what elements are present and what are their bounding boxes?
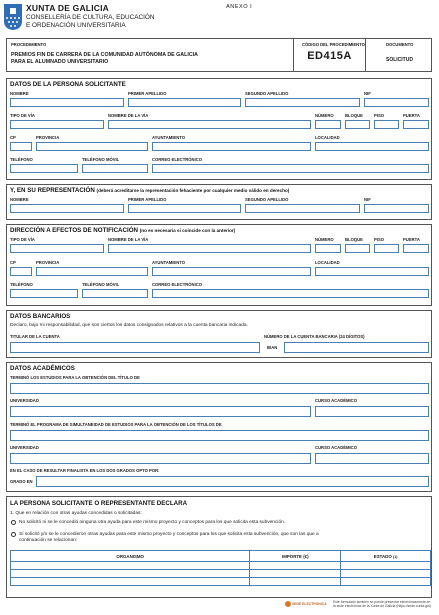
nombre-field[interactable] (10, 98, 124, 107)
label-provincia: PROVINCIA (36, 135, 60, 140)
label-localidad: LOCALIDAD (315, 135, 340, 140)
code-label: CÓDIGO DEL PROCEDIMIENTO (302, 42, 365, 47)
label-iban: IBAN (267, 345, 278, 350)
label-not-bloque: BLOQUE (345, 237, 363, 242)
curso2-field[interactable] (315, 453, 429, 464)
label-numero-cuenta: NÚMERO DE LA CUENTA BANCARIA (24 DÍGITOS) (264, 334, 365, 339)
section-title-notificacion: DIRECCIÓN A EFECTOS DE NOTIFICACIÓN (no es necesaria si coincide con la anterior) (10, 227, 236, 234)
importe-cell[interactable] (250, 578, 341, 586)
col-organismo: ORGANISMO (11, 551, 250, 562)
org-name: XUNTA DE GALICIA (26, 3, 110, 13)
table-row[interactable] (11, 578, 431, 586)
curso-field[interactable] (315, 406, 429, 417)
col-importe: IMPORTE (€) (250, 551, 341, 562)
label-ayuntamiento: AYUNTAMIENTO (152, 135, 185, 140)
label-curso: CURSO ACADÉMICO (315, 398, 357, 403)
estado-cell[interactable] (341, 562, 431, 570)
label-not-localidad: LOCALIDAD (315, 260, 340, 265)
grado-field[interactable] (36, 476, 429, 487)
label-nombre: NOMBRE (10, 91, 29, 96)
label-not-numero: NÚMERO (315, 237, 334, 242)
label-not-nombre-via: NOMBRE DE LA VÍA (108, 237, 149, 242)
sede-icon (285, 601, 291, 607)
label-numero: NÚMERO (315, 113, 334, 118)
piso-field[interactable] (374, 120, 399, 129)
segundo-apellido-field[interactable] (245, 98, 360, 107)
label-termino-titulo: TERMINÓ LOS ESTUDIOS PARA LA OBTENCIÓN DEL TÍTULO DE (10, 375, 140, 380)
not-cp-field[interactable] (10, 267, 32, 276)
label-universidad: UNIVERSIDAD (10, 398, 39, 403)
procedure-name: PREMIOS FIN DE CARRERA DE LA COMUNIDAD AUTÓNOMA DE GALICIA PARA EL ALUMNADO UNIVERSITARIO (11, 52, 198, 65)
rep-primer-apellido-field[interactable] (128, 204, 241, 213)
bank-declaration: Declaro, bajo mi responsabilidad, que son ciertos los datos consignados relativos a la cuenta bancaria indicada. (10, 323, 248, 328)
not-localidad-field[interactable] (315, 267, 429, 276)
not-puerta-field[interactable] (403, 244, 429, 253)
label-telefono: TELÉFONO (10, 157, 33, 162)
label-titular: TITULAR DE LA CUENTA (10, 334, 60, 339)
label-not-provincia: PROVINCIA (36, 260, 60, 265)
bloque-field[interactable] (345, 120, 370, 129)
universidad2-field[interactable] (10, 453, 311, 464)
label-finalista: EN EL CASO DE RESULTAR FINALISTA EN LOS DOS GRADOS OPTO POR: (10, 468, 160, 473)
section-title-declara: LA PERSONA SOLICITANTE O REPRESENTANTE DECLARA (10, 500, 188, 507)
department-name: CONSELLERÍA DE CULTURA, EDUCACIÓN E ORDENACIÓN UNIVERSITARIA (26, 14, 155, 29)
radio-no-solicito[interactable] (11, 520, 16, 525)
label-not-puerta: PUERTA (403, 237, 420, 242)
movil-field[interactable] (82, 164, 148, 173)
label-not-tipo-via: TIPO DE VÍA (10, 237, 35, 242)
primer-apellido-field[interactable] (128, 98, 241, 107)
label-not-movil: TELÉFONO MÓVIL (82, 282, 120, 287)
estado-cell[interactable] (341, 578, 431, 586)
nombre-via-field[interactable] (108, 120, 311, 129)
section-title-representante: Y, EN SU REPRESENTACIÓN (deberá acreditarse la representación fehaciente por cualquier medio válido en derecho) (10, 187, 290, 194)
ayuntamiento-field[interactable] (152, 142, 311, 151)
label-rep-nif: NIF (364, 197, 371, 202)
option-si-solicito: Sí solicitó y/o se le concedieron otras ayudas para este mismo proyecto y conceptos para los que solicita esta subvención, que son las que a continuación se relacionan: (19, 532, 319, 543)
not-movil-field[interactable] (82, 289, 148, 298)
cp-field[interactable] (10, 142, 32, 151)
titulo-field[interactable] (10, 383, 429, 394)
procedure-code: ED415A (307, 50, 352, 62)
label-rep-segundo-apellido: SEGUNDO APELLIDO (245, 197, 289, 202)
procedure-label: PROCEDIMIENTO (11, 42, 47, 47)
iban-field[interactable] (284, 342, 429, 353)
footer-note: Este formulario también se puede presentar electrónicamente en la sede electrónica de la Xunta de Galicia (https://sede.xunta.gal) (333, 600, 431, 609)
importe-cell[interactable] (250, 562, 341, 570)
option-no-solicito: No solicitó ni se le concedió ninguna otra ayuda para este mismo proyecto y conceptos para los que solicita esta subvención. (19, 520, 286, 525)
not-provincia-field[interactable] (36, 267, 148, 276)
label-cp: CP (10, 135, 16, 140)
estado-cell[interactable] (341, 570, 431, 578)
label-bloque: BLOQUE (345, 113, 363, 118)
rep-segundo-apellido-field[interactable] (245, 204, 360, 213)
label-nombre-via: NOMBRE DE LA VÍA (108, 113, 149, 118)
programa-field[interactable] (10, 430, 429, 441)
label-rep-primer-apellido: PRIMER APELLIDO (128, 197, 167, 202)
organismo-cell[interactable] (11, 562, 250, 570)
organismo-cell[interactable] (11, 570, 250, 578)
label-puerta: PUERTA (403, 113, 420, 118)
localidad-field[interactable] (315, 142, 429, 151)
label-rep-nombre: NOMBRE (10, 197, 29, 202)
section-title-bancarios: DATOS BANCARIOS (10, 313, 71, 320)
table-row[interactable] (11, 562, 431, 570)
col-estado: ESTADO (1) (341, 551, 431, 562)
label-piso: PISO (374, 113, 385, 118)
label-not-piso: PISO (374, 237, 385, 242)
document-label: DOCUMENTO (386, 42, 414, 47)
label-nif: NIF (364, 91, 371, 96)
radio-si-solicito[interactable] (11, 532, 16, 537)
nif-field[interactable] (364, 98, 429, 107)
label-segundo-apellido: SEGUNDO APELLIDO (245, 91, 289, 96)
label-primer-apellido: PRIMER APELLIDO (128, 91, 167, 96)
not-correo-field[interactable] (152, 289, 429, 298)
numero-field[interactable] (315, 120, 341, 129)
label-termino-programa: TERMINÓ EL PROGRAMA DE SIMULTANEIDAD DE ESTUDIOS PARA LA OBTENCIÓN DE LOS TÍTULOS DE (10, 422, 222, 427)
label-tipo-via: TIPO DE VÍA (10, 113, 35, 118)
declara-item1: 1. Que en relación con otras ayudas concedidas o solicitadas: (10, 511, 142, 516)
organismo-cell[interactable] (11, 578, 250, 586)
tipo-via-field[interactable] (10, 120, 104, 129)
not-piso-field[interactable] (374, 244, 399, 253)
not-telefono-field[interactable] (10, 289, 78, 298)
not-ayuntamiento-field[interactable] (152, 267, 311, 276)
label-not-correo: CORREO ELECTRÓNICO (152, 282, 203, 287)
not-nombre-via-field[interactable] (108, 244, 311, 253)
sede-label: SEDE ELECTRÓNICA (292, 602, 327, 606)
annex-label: ANEXO I (226, 4, 253, 10)
label-universidad2: UNIVERSIDAD (10, 445, 39, 450)
ayudas-table (10, 550, 431, 586)
not-tipo-via-field[interactable] (10, 244, 104, 253)
importe-cell[interactable] (250, 570, 341, 578)
xunta-logo (3, 3, 23, 31)
not-numero-field[interactable] (315, 244, 341, 253)
section-title-academicos: DATOS ACADÉMICOS (10, 365, 75, 372)
not-bloque-field[interactable] (345, 244, 370, 253)
correo-field[interactable] (152, 164, 429, 173)
universidad-field[interactable] (10, 406, 311, 417)
table-row[interactable] (11, 570, 431, 578)
table-header-row (11, 551, 431, 562)
procedure-header (6, 38, 432, 72)
label-curso2: CURSO ACADÉMICO (315, 445, 357, 450)
telefono-field[interactable] (10, 164, 78, 173)
label-correo: CORREO ELECTRÓNICO (152, 157, 203, 162)
document-type: SOLICITUD (386, 57, 413, 63)
label-movil: TELÉFONO MÓVIL (82, 157, 120, 162)
section-title-solicitante: DATOS DE LA PERSONA SOLICITANTE (10, 81, 126, 88)
label-not-cp: CP (10, 260, 16, 265)
label-not-telefono: TELÉFONO (10, 282, 33, 287)
rep-nif-field[interactable] (364, 204, 429, 213)
label-not-ayuntamiento: AYUNTAMIENTO (152, 260, 185, 265)
puerta-field[interactable] (403, 120, 429, 129)
provincia-field[interactable] (36, 142, 148, 151)
rep-nombre-field[interactable] (10, 204, 124, 213)
titular-field[interactable] (10, 342, 260, 353)
label-grado: GRADO EN (10, 479, 33, 484)
